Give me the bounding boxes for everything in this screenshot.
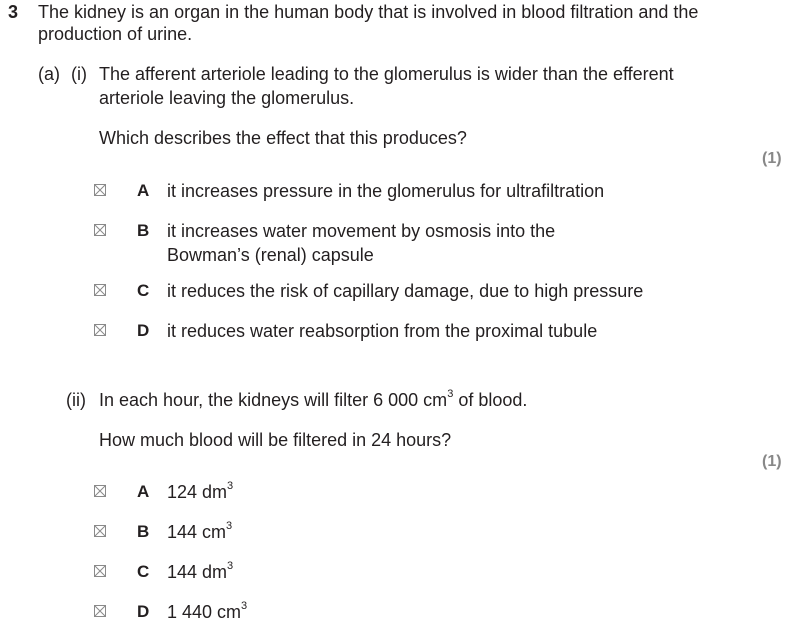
superscript: 3 — [241, 600, 248, 612]
option-letter: D — [137, 321, 150, 340]
option-text: it increases pressure in the glomerulus for ultrafiltration — [167, 181, 605, 201]
option-letter: C — [137, 281, 150, 300]
option-letter: C — [137, 562, 150, 581]
option-value — [167, 480, 233, 504]
part-a-i-text-line1: The afferent arteriole leading to the glomerulus is wider than the efferent — [99, 64, 674, 84]
part-a-ii-text-pre: In each hour, the kidneys will filter 6 000 cm — [99, 390, 448, 410]
cross-icon — [95, 606, 105, 616]
superscript: 3 — [226, 520, 233, 532]
part-a-ii-prompt: How much blood will be filtered in 24 hours? — [99, 430, 452, 450]
part-a-label: (a) — [38, 64, 60, 84]
cross-icon — [95, 526, 105, 536]
option-value-text: 144 dm — [167, 562, 228, 582]
cross-icon — [95, 566, 105, 576]
answer-checkbox[interactable] — [94, 184, 106, 196]
option-text: it reduces water reabsorption from the proximal tubule — [167, 321, 598, 341]
answer-checkbox[interactable] — [94, 284, 106, 296]
superscript: 3 — [227, 560, 234, 572]
answer-checkbox[interactable] — [94, 525, 106, 537]
option-text: it reduces the risk of capillary damage, due to high pressure — [167, 281, 644, 301]
cross-icon — [95, 285, 105, 295]
option-letter: B — [137, 221, 150, 240]
option-value-text: 144 cm — [167, 522, 227, 542]
option-value — [167, 560, 233, 584]
superscript: 3 — [227, 480, 234, 492]
cross-icon — [95, 185, 105, 195]
answer-checkbox[interactable] — [94, 605, 106, 617]
answer-checkbox[interactable] — [94, 324, 106, 336]
part-ii-label: (ii) — [66, 390, 86, 410]
option-letter: D — [137, 602, 150, 621]
option-value-text: 124 dm — [167, 482, 228, 502]
cross-icon — [95, 225, 105, 235]
option-value-text: 1 440 cm — [167, 602, 242, 622]
question-intro-line2: production of urine. — [38, 24, 193, 44]
superscript: 3 — [447, 388, 454, 400]
option-letter: A — [137, 181, 150, 200]
answer-checkbox[interactable] — [94, 485, 106, 497]
part-a-ii-text — [99, 388, 527, 412]
option-letter: B — [137, 522, 150, 541]
option-value — [167, 520, 232, 544]
answer-checkbox[interactable] — [94, 224, 106, 236]
part-a-i-text-line2: arteriole leaving the glomerulus. — [99, 88, 355, 108]
option-value — [167, 600, 247, 624]
part-a-ii-text-post: of blood. — [453, 390, 528, 410]
option-text: it increases water movement by osmosis into the — [167, 221, 556, 241]
option-letter: A — [137, 482, 150, 501]
answer-checkbox[interactable] — [94, 565, 106, 577]
part-a-ii-marks: (1) — [762, 453, 782, 470]
cross-icon — [95, 325, 105, 335]
option-text-line2: Bowman’s (renal) capsule — [167, 245, 374, 265]
part-a-i-marks: (1) — [762, 150, 782, 167]
part-i-label: (i) — [71, 64, 87, 84]
question-number: 3 — [8, 2, 19, 22]
part-a-i-prompt: Which describes the effect that this produces? — [99, 128, 467, 148]
cross-icon — [95, 486, 105, 496]
question-intro-line1: The kidney is an organ in the human body that is involved in blood filtration and the — [38, 2, 699, 22]
